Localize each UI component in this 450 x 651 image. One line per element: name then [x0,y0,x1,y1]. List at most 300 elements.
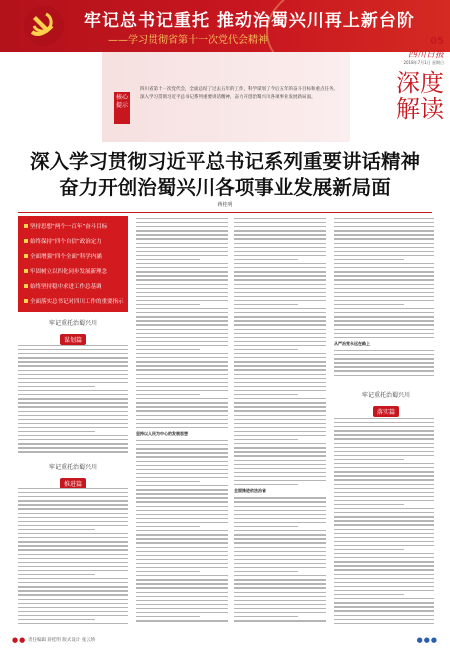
text-line [136,357,228,358]
text-line [18,558,128,559]
text-line [334,541,434,542]
text-line [18,411,128,412]
text-line [234,530,326,531]
text-line [334,594,404,595]
text-line [136,353,228,354]
text-line [18,525,128,526]
text-line [234,464,326,465]
text-line [18,353,128,354]
text-line [136,526,200,527]
body-column [18,488,128,630]
text-line [334,508,434,509]
bullet-icon [24,254,28,258]
text-line [234,406,326,407]
text-line [234,555,326,556]
text-line [18,390,128,391]
text-line [18,361,128,362]
text-line [18,504,128,505]
text-line [136,579,228,580]
text-line [234,484,298,485]
text-line [334,255,434,256]
toc-item[interactable]: 始终保持“四个自信”政治定力 [24,237,102,245]
text-line [334,623,434,624]
text-line [136,292,228,293]
text-line [334,243,434,244]
text-line [334,296,434,297]
text-line [136,329,228,330]
text-line [136,308,228,309]
text-line [234,390,326,391]
text-line [334,324,434,325]
text-line [136,600,228,601]
text-line [334,226,434,227]
text-line [18,365,128,366]
text-line [334,557,434,558]
text-line [136,620,228,621]
text-line [334,292,434,293]
text-line [234,365,326,366]
text-line [136,419,228,420]
text-line [136,575,228,576]
text-line [136,320,228,321]
text-line [334,308,434,309]
text-line [136,263,228,264]
page-number: 05 [430,36,444,47]
text-line [18,394,128,395]
text-line [334,271,434,272]
text-line [136,587,228,588]
text-line [234,312,326,313]
text-line [334,312,434,313]
text-line [234,451,326,452]
text-line [234,243,326,244]
text-line [18,423,128,424]
text-line [136,247,228,248]
text-line [136,448,228,449]
text-line [334,350,434,351]
text-line [136,489,228,490]
text-line [334,451,434,452]
text-line [234,616,298,617]
text-line [334,259,404,260]
text-line [18,357,128,358]
text-line [234,522,326,523]
text-line [136,259,200,260]
text-line [136,243,228,244]
text-line [234,563,326,564]
section-tag: 牢记重托治蜀兴川 落实篇 [361,392,410,416]
text-line [234,374,326,375]
text-line [334,230,434,231]
text-line [234,506,326,507]
text-line [234,230,326,231]
text-line [18,492,128,493]
text-line [136,596,228,597]
bullet-icon [24,299,28,303]
text-line [234,292,326,293]
text-line [136,415,228,416]
text-line [18,488,128,489]
section-chip: 谋划篇 [60,334,86,345]
text-line [334,443,434,444]
text-line [18,574,95,575]
text-line [18,578,128,579]
text-line [234,369,326,370]
text-line [18,435,128,436]
text-line [18,378,128,379]
text-line [334,615,434,616]
text-line [334,329,434,330]
text-line [334,426,434,427]
text-line [136,608,228,609]
body-column [234,218,326,630]
text-line [334,459,404,460]
text-line [334,337,434,338]
toc-item[interactable]: 全面增强“四个全面”科学内涵 [24,252,102,260]
text-line [334,606,434,607]
bullet-icon [24,284,28,288]
text-line [334,238,434,239]
text-line [136,510,228,511]
text-line [136,506,228,507]
text-line [334,574,434,575]
text-line [136,255,228,256]
issue-date: 2018年7月1日 星期日 [403,60,444,65]
body-subheading: 坚持以人民为中心的发展思想 [136,431,188,437]
text-line [234,608,326,609]
text-line [136,530,228,531]
lead-text: 四川省第十一次党代会，全面总结了过去五年的工作，科学谋划了今后五年的奋斗目标和重点任务。深入学习贯彻习近平总书记系列重要讲话精神，奋力开创治蜀兴川各项事业发展新局面。 [140,87,338,100]
text-line [136,452,228,453]
text-line [234,337,326,338]
text-line [234,480,326,481]
text-line [234,222,326,223]
text-line [136,378,228,379]
text-line [334,251,434,252]
toc-item[interactable]: 始终坚持稳中求进工作总基调 [24,282,102,290]
page-masthead [360,36,444,122]
text-line [136,324,228,325]
text-line [334,586,434,587]
text-line [136,481,200,482]
toc-item[interactable]: 坚持思想“两个一百年”奋斗目标 [24,222,107,230]
text-line [136,349,200,350]
text-line [334,610,434,611]
text-line [234,579,326,580]
banner-subtitle: ——学习贯彻省第十一次党代会精神 [108,35,268,46]
text-line [18,603,128,604]
text-line [18,374,128,375]
text-line [136,398,228,399]
text-line [334,284,434,285]
text-line [234,575,326,576]
bullet-icon [24,269,28,273]
text-line [234,567,326,568]
text-line [136,288,228,289]
text-line [18,537,128,538]
text-line [18,427,128,428]
text-line [234,341,326,342]
text-line [234,284,326,285]
text-line [334,447,434,448]
text-line [234,251,326,252]
text-line [136,333,228,334]
text-line [18,349,128,350]
text-line [136,374,228,375]
text-line [136,271,228,272]
text-line [136,592,228,593]
headline-line-2: 奋力开创治蜀兴川各项事业发展新局面 [59,176,391,199]
text-line [18,386,95,387]
text-line [136,267,228,268]
text-line [334,475,434,476]
text-line [136,514,228,515]
newspaper-name: 四川日报 [407,50,444,60]
text-line [136,501,228,502]
text-line [136,296,228,297]
toc-item[interactable]: 牢固树立以四化同步发展新理念 [24,267,107,275]
text-line [334,545,434,546]
text-line [136,473,228,474]
column-name: 深度 解读 [396,69,444,123]
table-of-contents [18,216,128,312]
text-line [334,500,434,501]
text-line [234,378,326,379]
text-line [234,415,326,416]
text-line [18,545,128,546]
text-line [334,578,434,579]
headline-line-1: 深入学习贯彻习近平总书记系列重要讲话精神 [29,150,420,173]
divider [18,212,432,213]
text-line [234,275,326,276]
page-footer [0,632,450,651]
text-line [234,226,326,227]
text-line [334,222,434,223]
text-line [136,571,200,572]
text-line [136,555,228,556]
text-line [234,361,326,362]
text-line [334,300,434,301]
text-line [234,316,326,317]
text-line [334,467,434,468]
text-line [136,604,228,605]
text-line [234,386,326,387]
text-line [18,345,128,346]
text-line [18,517,128,518]
text-line [136,469,228,470]
text-line [18,451,128,452]
text-line [334,553,434,554]
text-line [234,514,326,515]
text-line [234,460,326,461]
text-line [136,485,228,486]
text-line [334,479,434,480]
text-line [136,382,228,383]
text-line [234,587,326,588]
text-line [334,422,434,423]
section-chip: 推进篇 [60,478,86,489]
text-line [18,554,128,555]
text-line [136,444,228,445]
text-line [18,419,128,420]
text-line [234,279,326,280]
text-line [334,354,434,355]
text-line [136,230,228,231]
text-line [234,518,326,519]
text-line [18,611,128,612]
text-line [18,513,128,514]
text-line [334,267,434,268]
text-line [334,471,434,472]
section-chip: 落实篇 [373,406,399,417]
text-line [136,518,228,519]
text-line [18,566,128,567]
body-column [136,218,228,630]
text-line [18,586,128,587]
text-line [234,234,326,235]
section-tag: 牢记重托治蜀兴川 推进篇 [48,464,97,488]
text-line [18,599,128,600]
text-line [136,406,228,407]
text-line [334,492,434,493]
text-line [234,333,326,334]
text-line [234,271,326,272]
text-line [334,320,434,321]
text-line [234,410,326,411]
text-line [334,590,434,591]
text-line [234,255,326,256]
text-line [334,463,434,464]
text-line [334,418,434,419]
text-line [18,447,128,448]
text-line [18,582,128,583]
text-line [234,431,326,432]
footer-dots-icon: ●● [12,636,27,644]
text-line [136,341,228,342]
text-line [234,592,326,593]
text-line [334,438,434,439]
text-line [234,398,326,399]
text-line [334,602,434,603]
text-line [234,526,298,527]
text-line [136,365,228,366]
text-line [18,570,128,571]
text-line [334,275,434,276]
text-line [18,521,128,522]
text-line [18,562,128,563]
text-line [334,263,434,264]
text-line [234,439,298,440]
text-line [334,496,434,497]
text-line [136,410,228,411]
text-line [334,561,434,562]
text-line [18,496,128,497]
text-line [18,623,128,624]
text-line [234,288,326,289]
text-line [234,596,326,597]
text-line [18,619,95,620]
text-line [234,324,326,325]
text-line [234,267,326,268]
text-line [136,563,228,564]
text-line [334,549,404,550]
text-line [234,435,326,436]
text-line [136,465,228,466]
text-line [136,456,228,457]
text-line [136,477,228,478]
byline: 蒋桂明 [217,202,233,208]
text-line [18,402,128,403]
text-line [136,493,228,494]
text-line [234,320,326,321]
text-line [234,349,298,350]
text-line [234,542,326,543]
text-line [334,288,434,289]
text-line [234,329,326,330]
text-line [234,296,326,297]
text-line [334,516,434,517]
text-line [136,316,228,317]
toc-item[interactable]: 全面落实总书记对四川工作的重要指示 [24,297,124,305]
text-line [334,598,434,599]
text-line [136,218,228,219]
text-line [234,382,326,383]
text-line [136,222,228,223]
text-line [136,402,228,403]
text-line [334,582,434,583]
text-line [136,612,228,613]
text-line [334,370,434,371]
text-line [136,361,228,362]
text-line [136,567,228,568]
text-line [136,542,228,543]
body-subheading: 从严治党永远在路上 [334,341,370,347]
text-line [136,522,228,523]
text-line [234,455,326,456]
text-line [334,362,434,363]
text-line [234,447,326,448]
text-line [136,440,228,441]
party-emblem-icon [22,4,66,48]
text-line [136,390,228,391]
text-line [334,455,434,456]
text-line [136,534,228,535]
text-line [136,386,228,387]
text-line [234,259,298,260]
text-line [234,423,326,424]
text-line [234,468,326,469]
text-line [234,534,326,535]
text-line [18,431,95,432]
text-line [334,358,434,359]
text-line [136,461,228,462]
text-line [334,218,434,219]
text-line [136,345,228,346]
lead-label: 核心 提示 [114,92,130,124]
text-line [334,247,434,248]
text-line [234,345,326,346]
text-line [234,247,326,248]
bullet-icon [24,239,28,243]
footer-text: 责任编辑 蒋桂明 版式设计 张云娇 [28,638,96,643]
text-line [234,304,298,305]
text-line [334,488,434,489]
text-line [18,439,128,440]
text-line [18,443,128,444]
text-line [334,375,434,376]
text-line [234,402,326,403]
text-line [234,394,298,395]
